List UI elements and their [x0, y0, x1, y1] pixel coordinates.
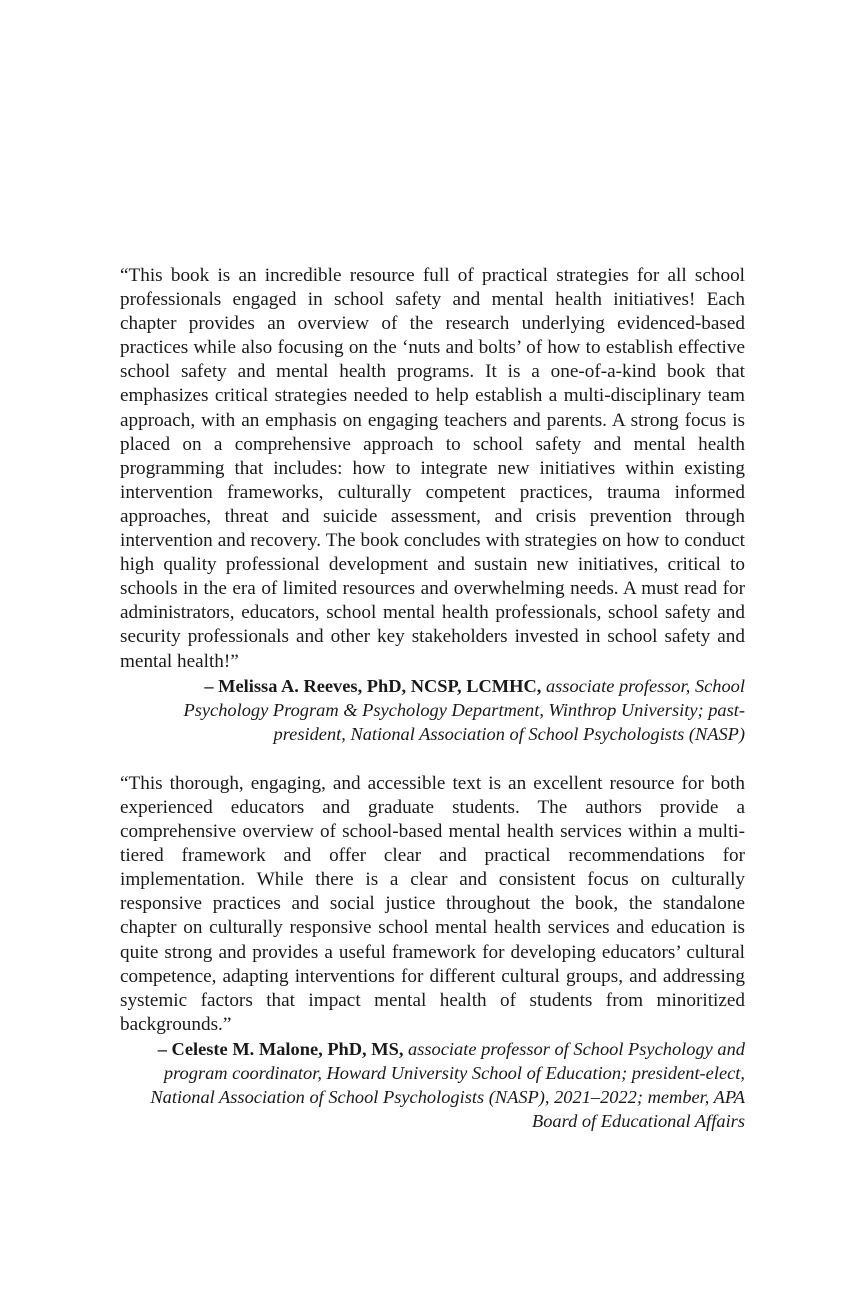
endorsement-quote: “This thorough, engaging, and accessible text is an excellent resource for both experienced educators and graduate students. The authors provide a comprehensive overview of school-based mental health services within a multi-tiered framework and offer clear and practical recommendations for implementation. While there is a clear and consistent focus on culturally responsive practices and social justice throughout the book, the standalone chapter on culturally responsive school mental health services and education is quite strong and provides a useful framework for developing educators’ cultural competence, adapting interventions for different cultural groups, and addressing systemic factors that impact mental health of students from minoritized backgrounds.”: [120, 772, 745, 1035]
endorsements-page: [120, 264, 745, 1133]
endorsement-attribution: [120, 674, 745, 746]
endorsement-reeves: [120, 264, 745, 746]
endorser-name: – Melissa A. Reeves, PhD, NCSP, LCMHC,: [204, 675, 542, 696]
endorsement-malone: [120, 772, 745, 1133]
endorser-affiliation: associate professor of School Psychology and program coordinator, Howard University School of Education; president-elect, National Association of School Psychologists (NASP), 2021–2022; member, APA Board of Educational Affairs: [150, 1038, 745, 1132]
endorser-affiliation: associate professor, School Psychology Program & Psychology Department, Winthrop University; past-president, National Association of School Psychologists (NASP): [183, 675, 745, 744]
endorser-name: – Celeste M. Malone, PhD, MS,: [157, 1038, 404, 1059]
endorsement-attribution: [120, 1037, 745, 1133]
endorsement-quote: “This book is an incredible resource full of practical strategies for all school professionals engaged in school safety and mental health initiatives! Each chapter provides an overview of the research underlying evidenced-based practices while also focusing on the ‘nuts and bolts’ of how to establish effective school safety and mental health programs. It is a one-of-a-kind book that emphasizes critical strategies needed to help establish a multi-disciplinary team approach, with an emphasis on engaging teachers and parents. A strong focus is placed on a comprehensive approach to school safety and mental health programming that includes: how to integrate new initiatives within existing intervention frameworks, culturally competent practices, trauma informed approaches, threat and suicide assessment, and crisis prevention through intervention and recovery. The book concludes with strategies on how to conduct high quality professional development and sustain new initiatives, critical to schools in the era of limited resources and overwhelming needs. A must read for administrators, educators, school mental health professionals, school safety and security professionals and other key stakeholders invested in school safety and mental health!”: [120, 265, 745, 672]
